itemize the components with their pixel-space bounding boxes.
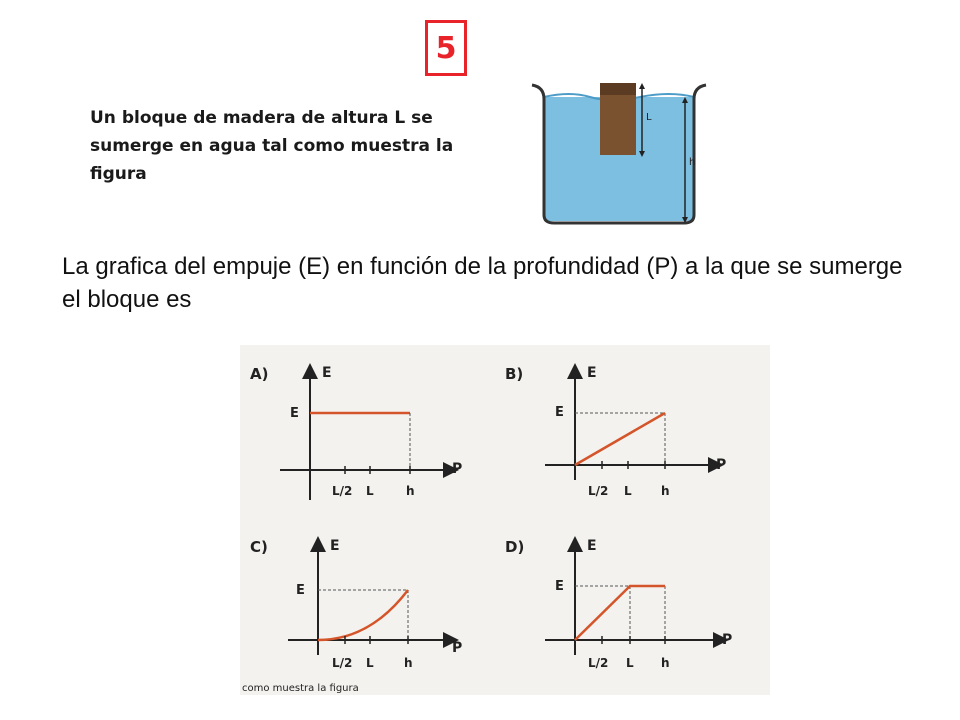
option-b-y-axis: E: [587, 365, 597, 381]
option-a-tick-l: L: [366, 484, 374, 498]
option-d-x-axis: P: [722, 632, 733, 648]
label-h: h: [689, 157, 696, 168]
option-c-letter: C): [250, 538, 268, 556]
option-b-tick-h: h: [661, 484, 670, 498]
label-L: L: [646, 112, 652, 123]
option-d-tick-half: L/2: [588, 656, 609, 670]
option-a-x-axis: P: [452, 461, 463, 477]
option-a-tick-half: L/2: [332, 484, 353, 498]
option-c-tick-l: L: [366, 656, 374, 670]
option-a-y-axis: E: [322, 365, 332, 381]
question-text: La grafica del empuje (E) en función de la profundidad (P) a la que se sumerge el bloque es: [62, 253, 903, 313]
option-c-tick-half: L/2: [332, 656, 353, 670]
option-b-letter: B): [505, 365, 524, 383]
option-b-y-tick: E: [555, 405, 564, 420]
option-a-graph[interactable]: [250, 365, 462, 500]
beaker-figure: [530, 75, 710, 240]
option-a-tick-h: h: [406, 484, 415, 498]
option-c-y-axis: E: [330, 538, 340, 554]
option-c-tick-h: h: [404, 656, 413, 670]
intro-text: Un bloque de madera de altura L se sumerge en agua tal como muestra la figura: [90, 108, 454, 184]
option-c-x-axis: P: [452, 640, 463, 656]
option-c-graph[interactable]: [250, 538, 462, 670]
option-d-tick-h: h: [661, 656, 670, 670]
answer-graphs: [240, 345, 770, 695]
option-d-letter: D): [505, 538, 525, 556]
option-b-graph[interactable]: [505, 365, 726, 498]
option-d-tick-l: L: [626, 656, 634, 670]
option-a-y-tick: E: [290, 406, 299, 421]
option-a-letter: A): [250, 365, 269, 383]
option-b-x-axis: P: [716, 457, 727, 473]
option-d-graph[interactable]: [505, 538, 732, 670]
footer-caption: como muestra la figura: [242, 683, 359, 694]
option-d-y-axis: E: [587, 538, 597, 554]
option-b-tick-l: L: [624, 484, 632, 498]
option-d-y-tick: E: [555, 579, 564, 594]
option-b-tick-half: L/2: [588, 484, 609, 498]
problem-number-badge: [425, 20, 467, 76]
option-c-y-tick: E: [296, 583, 305, 598]
problem-number: 5: [435, 30, 457, 66]
